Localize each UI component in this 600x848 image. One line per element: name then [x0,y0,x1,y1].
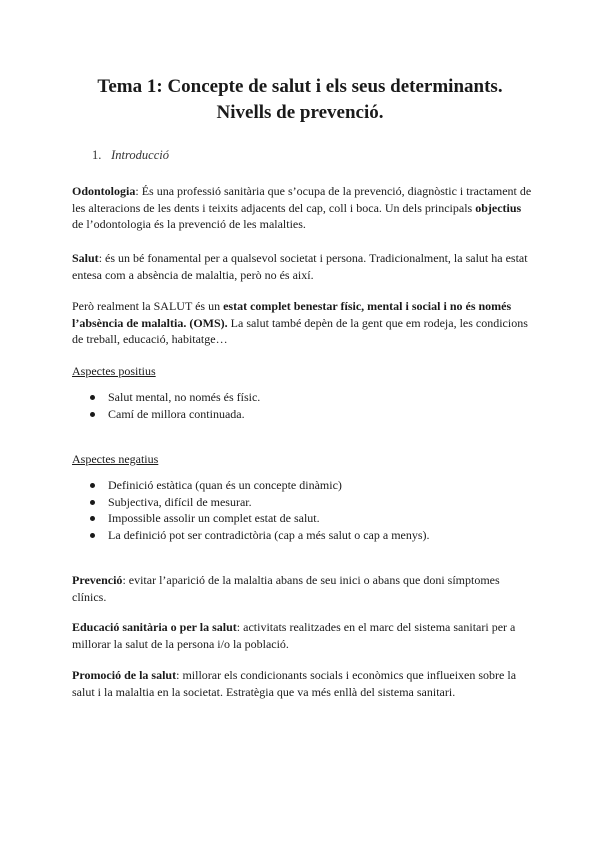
odontologia-text-2: de l’odontologia és la prevenció de les malalties. [72,217,306,231]
list-item [88,389,260,406]
list-item-text: Definició estàtica (quan és un concepte dinàmic) [108,478,342,492]
list-item-text: La definició pot ser contradictòria (cap a més salut o cap a menys). [108,527,430,542]
list-aspectes-negatius [88,477,430,543]
list-item-text: Camí de millora continuada. [108,406,245,421]
bullet-icon [90,412,95,417]
section-label: Introducció [111,148,169,162]
list-item [88,477,430,494]
bullet-icon [90,516,95,521]
list-item [88,510,430,527]
promocio-text: : millorar els condicionants socials i econòmics que influeixen sobre la salut i la malaltia en la societat. Estratègia que va més enllà del sistema sanitari. [72,668,517,699]
oms-bold: estat complet benestar físic, mental i social i no és només l’absència de malaltia. (OMS). [72,299,512,330]
list-aspectes-positius [88,389,260,422]
heading-aspectes-negatius: Aspectes negatius [72,452,159,466]
heading-aspectes-positius: Aspectes positius [72,364,156,378]
odontologia-text-1: : És una professió sanitària que s’ocupa de la prevenció, diagnòstic i tractament de les alteracions de les dents i teixits adjacents del cap, coll i boca. Un dels principals [72,184,532,215]
term-prevencio: Prevenció [72,573,123,587]
prevencio-text: : evitar l’aparició de la malaltia abans de seu inici o abans que doni símptomes clínics. [72,573,500,604]
list-item [88,406,260,423]
term-salut: Salut [72,251,99,265]
paragraph-salut [72,250,532,283]
section-number: 1. [92,148,102,162]
paragraph-prevencio [72,572,532,605]
bullet-icon [90,395,95,400]
list-item-text: Salut mental, no només és físic. [108,390,261,404]
term-educacio: Educació sanitària o per la salut [72,620,237,634]
list-item-text: Impossible assolir un complet estat de salut. [108,511,320,525]
bullet-icon [90,483,95,488]
oms-text-1: Però realment la SALUT és un [72,299,224,313]
section-heading-introduccio [92,148,169,163]
salut-text: : és un bé fonamental per a qualsevol societat i persona. Tradicionalment, la salut ha estat entesa com a absència de malaltia, però no és així. [72,251,528,282]
title-line-1: Tema 1: Concepte de salut i els seus determinants. [97,76,503,97]
list-item [88,527,430,544]
educacio-text: : activitats realitzades en el marc del sistema sanitari per a millorar la salut de la persona i/o la població. [72,620,516,651]
paragraph-promocio [72,667,532,700]
odontologia-bold: objectius [475,200,522,215]
list-item-text: Subjectiva, difícil de mesurar. [108,494,252,509]
oms-text-2: La salut també depèn de la gent que em rodeja, les condicions de treball, educació, habitatge… [72,315,528,346]
term-promocio: Promoció de la salut [72,668,177,682]
paragraph-odontologia [72,183,532,233]
bullet-icon [90,533,95,538]
paragraph-educacio [72,619,532,652]
paragraph-oms [72,298,532,348]
list-item [88,494,430,511]
term-odontologia: Odontologia [72,184,136,198]
page-title [40,74,560,126]
bullet-icon [90,500,95,505]
title-line-2: Nivells de prevenció. [216,102,384,123]
